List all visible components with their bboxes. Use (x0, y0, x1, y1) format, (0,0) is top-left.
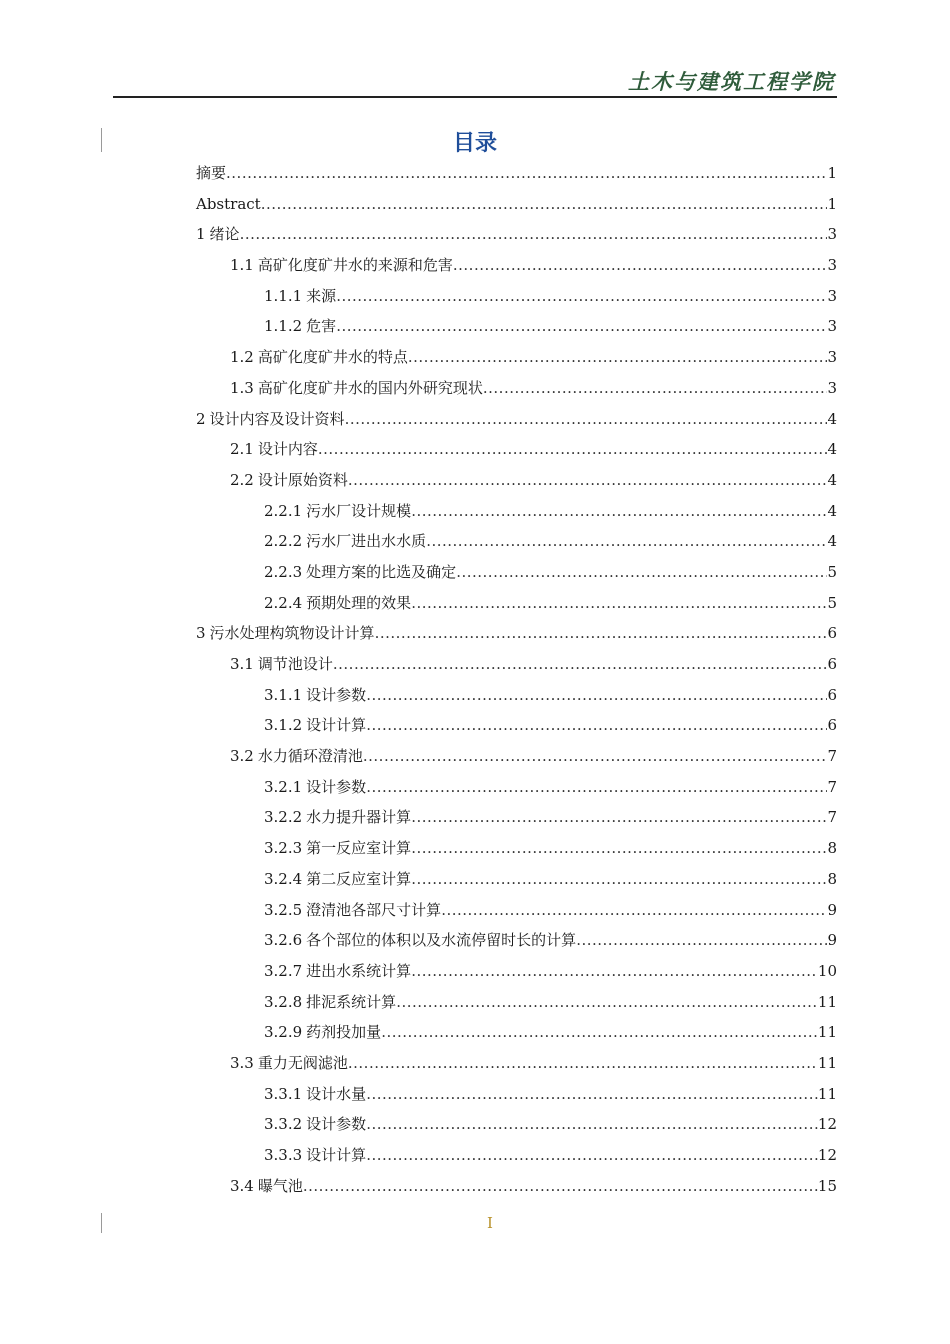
toc-entry-page: 8 (827, 869, 837, 888)
toc-dot-leader (226, 158, 827, 189)
toc-entry-page: 4 (827, 532, 837, 551)
toc-entry-page: 7 (827, 808, 837, 827)
toc-entry[interactable] (196, 588, 837, 619)
toc-entry[interactable] (196, 772, 837, 803)
toc-entry-number: 1.2 (230, 348, 254, 367)
toc-entry-page: 11 (817, 1084, 837, 1103)
toc-entry-number: 2.2 (230, 470, 254, 489)
toc-entry[interactable] (196, 802, 837, 833)
toc-dot-leader (303, 1171, 818, 1202)
toc-entry[interactable] (196, 557, 837, 588)
toc-entry-number: 3.2.3 (264, 839, 303, 858)
toc-entry-page: 7 (827, 777, 837, 796)
toc-entry-page: 11 (817, 992, 837, 1011)
toc-entry[interactable] (196, 680, 837, 711)
toc-entry-title: 高矿化度矿井水的国内外研究现状 (257, 378, 483, 397)
toc-entry-number: 3.2.8 (264, 992, 303, 1011)
toc-dot-leader (426, 526, 827, 557)
toc-entry-title: 设计计算 (306, 716, 367, 735)
toc-entry-number: 3.1.1 (264, 685, 303, 704)
toc-entry[interactable] (196, 1140, 837, 1171)
toc-entry-title: 设计参数 (306, 685, 367, 704)
toc-entry[interactable] (196, 1109, 837, 1140)
toc-entry-title: 高矿化度矿井水的来源和危害 (257, 256, 453, 275)
toc-entry-page: 5 (827, 593, 837, 612)
toc-entry[interactable] (196, 158, 837, 189)
toc-entry-number: 3.1 (230, 655, 254, 673)
toc-entry-title: 第二反应室计算 (306, 869, 412, 888)
toc-dot-leader (366, 1109, 818, 1140)
toc-entry-title: 澄清池各部尺寸计算 (306, 900, 442, 919)
toc-entry-title: 污水厂设计规模 (306, 501, 412, 520)
toc-entry-title: 排泥系统计算 (306, 992, 397, 1011)
toc-entry[interactable] (196, 189, 837, 220)
toc-entry[interactable] (196, 741, 837, 772)
toc-entry[interactable] (196, 404, 837, 435)
toc-entry-page: 9 (827, 931, 837, 950)
toc-entry[interactable] (196, 465, 837, 496)
toc-entry-number: 1.1 (230, 256, 254, 275)
toc-entry[interactable] (196, 1079, 837, 1110)
toc-dot-leader (363, 741, 828, 772)
toc-entry[interactable] (196, 219, 837, 250)
toc-entry-number: 3.2.7 (264, 961, 303, 980)
toc-entry-title: 调节池设计 (257, 655, 333, 673)
toc-entry-page: 9 (827, 900, 837, 919)
toc-entry-title: 设计原始资料 (257, 470, 348, 489)
toc-entry[interactable] (196, 1171, 837, 1202)
toc-entry-page: 8 (827, 839, 837, 858)
toc-dot-leader (441, 895, 827, 926)
toc-entry[interactable] (196, 250, 837, 281)
toc-dot-leader (240, 219, 828, 250)
toc-entry-title: 高矿化度矿井水的特点 (257, 348, 408, 367)
toc-dot-leader (411, 496, 827, 527)
toc-dot-leader (366, 1140, 818, 1171)
toc-dot-leader (336, 281, 827, 312)
toc-entry[interactable] (196, 342, 837, 373)
toc-entry-title: 水力循环澄清池 (257, 747, 363, 766)
toc-entry[interactable] (196, 925, 837, 956)
toc-entry-number: 3.2.6 (264, 931, 303, 950)
toc-entry-page: 3 (827, 378, 837, 397)
toc-entry[interactable] (196, 649, 837, 680)
toc-entry-number: 1.1.1 (264, 286, 303, 305)
toc-entry[interactable] (196, 1048, 837, 1079)
toc-entry-number: 2.1 (230, 440, 254, 459)
toc-entry-page: 1 (827, 164, 837, 182)
toc-entry-page: 3 (827, 256, 837, 275)
toc-entry-page: 6 (827, 685, 837, 704)
toc-entry[interactable] (196, 434, 837, 465)
toc-entry-number: 3.2.1 (264, 777, 303, 796)
toc-entry-title: 污水厂进出水水质 (306, 532, 427, 551)
toc-entry-page: 1 (827, 194, 837, 213)
toc-entry-title: 各个部位的体积以及水流停留时长的计算 (306, 931, 577, 950)
toc-entry-page: 10 (817, 961, 837, 980)
toc-entry-title: 设计内容及设计资料 (209, 409, 345, 428)
toc-entry-number: 2.2.2 (264, 532, 303, 551)
toc-dot-leader (576, 925, 827, 956)
toc-entry-title: 设计水量 (306, 1084, 367, 1103)
toc-dot-leader (396, 987, 818, 1018)
toc-dot-leader (411, 802, 827, 833)
page-number: I (487, 1214, 493, 1232)
toc-entry-page: 4 (827, 470, 837, 489)
toc-dot-leader (411, 956, 818, 987)
header-rule (113, 96, 837, 98)
toc-entry-number: 3.2.4 (264, 869, 303, 888)
toc-entry-title: 进出水系统计算 (306, 961, 412, 980)
toc-entry[interactable] (196, 1017, 837, 1048)
toc-entry-title: 绪论 (209, 225, 240, 244)
toc-entry[interactable] (196, 864, 837, 895)
toc-dot-leader (366, 1079, 818, 1110)
toc-entry-page: 15 (817, 1176, 837, 1195)
table-of-contents (196, 158, 837, 1201)
toc-entry-page: 4 (827, 409, 837, 428)
toc-entry-page: 3 (827, 225, 837, 244)
toc-entry-number: 3.2.5 (264, 900, 303, 919)
toc-entry-title: 设计参数 (306, 777, 367, 796)
toc-dot-leader (411, 588, 827, 619)
toc-entry-title: 污水处理构筑物设计计算 (209, 624, 375, 643)
toc-entry-page: 12 (817, 1146, 837, 1164)
toc-entry-title: 预期处理的效果 (306, 593, 412, 612)
toc-entry-number: 3.2.2 (264, 808, 303, 827)
toc-dot-leader (483, 373, 828, 404)
toc-entry[interactable] (196, 496, 837, 527)
toc-dot-leader (381, 1017, 818, 1048)
toc-entry-page: 12 (817, 1115, 837, 1134)
toc-entry-title: 处理方案的比选及确定 (306, 562, 457, 581)
toc-entry-number: 3.1.2 (264, 716, 303, 735)
toc-dot-leader (366, 680, 827, 711)
toc-entry-number: 1.1.2 (264, 317, 303, 336)
toc-entry-page: 3 (827, 348, 837, 367)
toc-title: 目录 (452, 131, 497, 156)
toc-dot-leader (336, 311, 827, 342)
toc-entry-number: 3.3.3 (264, 1146, 303, 1164)
toc-entry-number: 1 (196, 225, 206, 244)
toc-entry-number: 3.3.2 (264, 1115, 303, 1134)
toc-entry-title: 设计内容 (257, 440, 318, 459)
toc-entry[interactable] (196, 526, 837, 557)
toc-entry-page: 11 (817, 1023, 837, 1042)
toc-entry-title: 药剂投加量 (306, 1023, 382, 1042)
toc-dot-leader (375, 618, 828, 649)
toc-entry[interactable] (196, 987, 837, 1018)
toc-entry-title: 水力提升器计算 (306, 808, 412, 827)
toc-entry-page: 11 (817, 1053, 837, 1072)
toc-entry[interactable] (196, 895, 837, 926)
toc-entry-number: 3.2.9 (264, 1023, 303, 1042)
toc-entry-title: Abstract (196, 194, 261, 213)
toc-entry-title: 曝气池 (257, 1176, 303, 1195)
toc-entry[interactable] (196, 833, 837, 864)
toc-dot-leader (453, 250, 828, 281)
toc-entry-title: 第一反应室计算 (306, 839, 412, 858)
toc-dot-leader (333, 649, 828, 680)
toc-entry-page: 3 (827, 286, 837, 305)
toc-dot-leader (411, 864, 827, 895)
toc-entry[interactable] (196, 618, 837, 649)
toc-entry-title: 设计参数 (306, 1115, 367, 1134)
toc-dot-leader (345, 404, 828, 435)
toc-entry-page: 6 (827, 624, 837, 643)
toc-entry-number: 2.2.3 (264, 562, 303, 581)
toc-entry-page: 7 (827, 747, 837, 766)
toc-entry-number: 1.3 (230, 378, 254, 397)
toc-dot-leader (456, 557, 827, 588)
toc-entry-page: 3 (827, 317, 837, 336)
toc-entry[interactable] (196, 710, 837, 741)
toc-entry-title: 摘要 (196, 164, 227, 182)
toc-entry[interactable] (196, 956, 837, 987)
toc-entry-page: 5 (827, 562, 837, 581)
toc-entry-page: 6 (827, 655, 837, 673)
toc-entry-page: 4 (827, 501, 837, 520)
toc-dot-leader (366, 710, 827, 741)
toc-entry-title: 重力无阀滤池 (257, 1053, 348, 1072)
toc-entry[interactable] (196, 311, 837, 342)
toc-entry-number: 2 (196, 409, 206, 428)
header-logo: 土木与建筑工程学院 (628, 69, 835, 94)
toc-dot-leader (408, 342, 828, 373)
toc-entry-number: 2.2.4 (264, 593, 303, 612)
toc-entry[interactable] (196, 373, 837, 404)
toc-dot-leader (348, 1048, 818, 1079)
toc-entry-title: 危害 (306, 317, 337, 336)
toc-entry-number: 3.3.1 (264, 1084, 303, 1103)
toc-dot-leader (366, 772, 827, 803)
toc-dot-leader (318, 434, 828, 465)
toc-entry-number: 2.2.1 (264, 501, 303, 520)
toc-entry-title: 来源 (306, 286, 337, 305)
toc-entry-number: 3.4 (230, 1176, 254, 1195)
toc-entry-number: 3.3 (230, 1053, 254, 1072)
toc-entry-page: 4 (827, 440, 837, 459)
toc-entry-page: 6 (827, 716, 837, 735)
toc-dot-leader (348, 465, 828, 496)
toc-entry-number: 3 (196, 624, 206, 643)
toc-entry-number: 3.2 (230, 747, 254, 766)
toc-entry-title: 设计计算 (306, 1146, 367, 1164)
toc-dot-leader (411, 833, 827, 864)
toc-entry[interactable] (196, 281, 837, 312)
toc-dot-leader (261, 189, 828, 220)
